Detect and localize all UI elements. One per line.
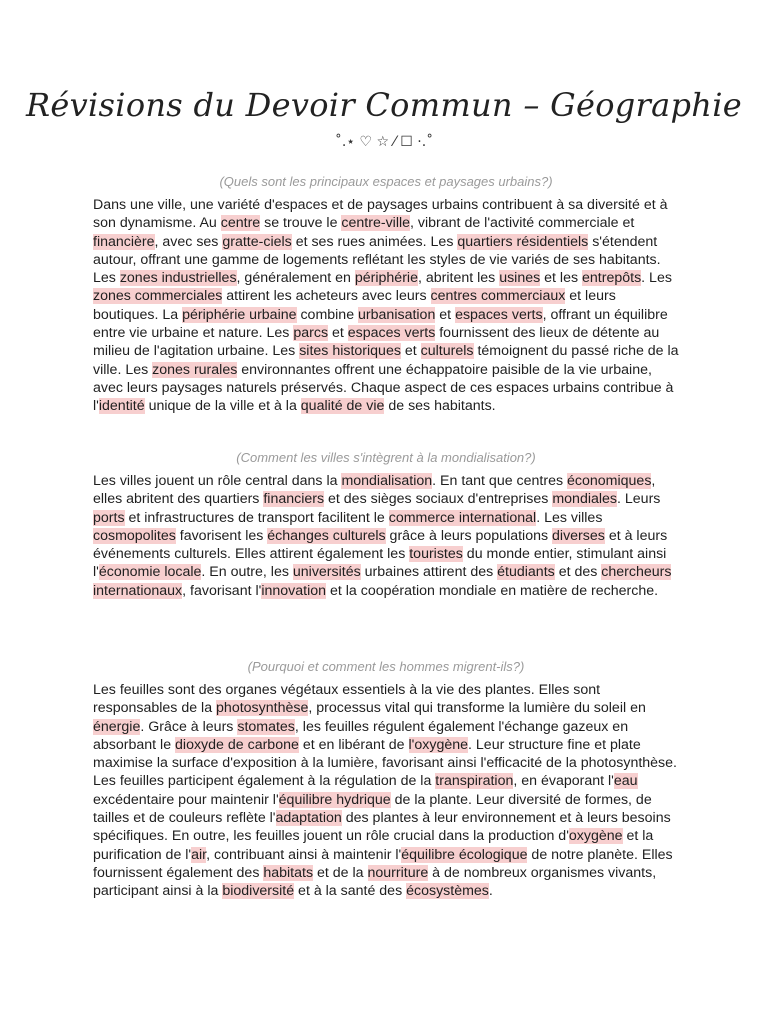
highlighted-keyword: échanges culturels [267,527,386,544]
highlighted-keyword: zones commerciales [93,288,223,305]
highlighted-keyword: diverses [552,527,605,544]
highlighted-keyword: innovation [261,582,327,599]
section-urban-spaces [93,174,679,416]
highlighted-keyword: économiques [567,473,652,489]
highlighted-keyword: centre-ville [341,215,411,232]
highlighted-keyword: usines [499,270,541,287]
highlighted-keyword: financiers [263,491,325,508]
highlighted-keyword: biodiversité [222,883,295,900]
highlighted-keyword: zones rurales [152,361,238,378]
highlighted-keyword: sites historiques [299,343,401,360]
highlighted-keyword: périphérie urbaine [182,306,297,323]
highlighted-keyword: économie locale [98,564,202,581]
highlighted-keyword: périphérie [354,270,418,287]
highlighted-keyword: cosmopolites [93,527,176,544]
highlighted-keyword: air [191,846,207,863]
highlighted-keyword: eau [613,773,638,790]
highlighted-keyword: commerce international [388,509,537,526]
highlighted-keyword: espaces verts [455,306,543,323]
section-question: (Pourquoi et comment les hommes migrent-ils?) [247,659,525,674]
section-migration [93,659,679,901]
highlighted-keyword: photosynthèse [216,700,309,717]
highlighted-keyword: mondiales [552,491,618,508]
highlighted-keyword: énergie [93,718,141,735]
highlighted-keyword: espaces verts [347,325,436,342]
page-title: Révisions du Devoir Commun – Géographie [26,86,742,124]
section-paragraph: Les villes jouent un rôle central dans la mondialisation. En tant que centres économiques, elles abritent des quartiers financiers et des sièges sociaux d'entreprises mondiales. Leurs ports et infrastructures de transport facilitent le commerce international. Les villes cosmopolites favorisent les échanges culturels grâce à leurs populations diverses et à leurs événements culturels. Elles attirent également les touristes du monde entier, stimulant ainsi l'économie locale. En outre, les universités urbaines attirent des étudiants et des chercheurs internationaux, favorisant l'innovation et la coopération mondiale en matière de recherche. [93,473,672,599]
highlighted-keyword: adaptation [275,810,342,827]
highlighted-keyword: gratte-ciels [222,233,292,250]
highlighted-keyword: touristes [409,546,463,563]
highlighted-keyword: dioxyde de carbone [175,736,299,753]
highlighted-keyword: identité [98,398,145,415]
highlighted-keyword: centres commerciaux [430,288,566,305]
highlighted-keyword: mondialisation [341,473,433,489]
highlighted-keyword: ports [93,509,125,526]
highlighted-keyword: stomates [237,718,295,735]
highlighted-keyword: oxygène [568,828,623,845]
section-paragraph: Dans une ville, une variété d'espaces et de paysages urbains contribuent à sa diversité et à son dynamisme. Au centre se trouve le centre-ville, vibrant de l'activité commerciale et financière, avec ses gratte-ciels et ses rues animées. Les quartiers résidentiels s'étendent autour, offrant une gamme de logements reflétant les styles de vie variés de ses habitants. Les zones industrielles, généralement en périphérie, abritent les usines et les entrepôts. Les zones commerciales attirent les acheteurs avec leurs centres commerciaux et leurs boutiques. La périphérie urbaine combine urbanisation et espaces verts, offrant un équilibre entre vie urbaine et nature. Les parcs et espaces verts fournissent des lieux de détente au milieu de l'agitation urbaine. Les sites historiques et culturels témoignent du passé riche de la ville. Les zones rurales environnantes offrent une échappatoire paisible de la vie urbaine, avec leurs paysages naturels préservés. Chaque aspect de ces espaces urbains contribue à l'identité unique de la ville et à la qualité de vie de ses habitants. [93,197,679,415]
section-question: (Quels sont les principaux espaces et paysages urbains?) [219,174,553,189]
highlighted-keyword: financière [93,233,155,250]
highlighted-keyword: nourriture [367,864,429,881]
highlighted-keyword: étudiants [497,564,555,581]
section-globalization [93,450,679,600]
section-question: (Comment les villes s'intègrent à la mondialisation?) [236,450,536,465]
highlighted-keyword: équilibre écologique [401,846,528,863]
highlighted-keyword: culturels [420,343,474,360]
highlighted-keyword: zones industrielles [119,270,237,287]
highlighted-keyword: urbanisation [358,306,436,323]
highlighted-keyword: universités [292,564,361,581]
highlighted-keyword: parcs [293,325,329,342]
highlighted-keyword: centre [220,215,261,232]
decorative-symbols: ˚.⋆ ♡ ☆ ⁄ ☐ ·.˚ [334,134,434,150]
highlighted-keyword: qualité de vie [300,398,385,415]
highlighted-keyword: l'oxygène [408,736,469,753]
section-paragraph: Les feuilles sont des organes végétaux essentiels à la vie des plantes. Elles sont responsables de la photosynthèse, processus vital qui transforme la lumière du soleil en énergie. Grâce à leurs stomates, les feuilles régulent également l'échange gazeux en absorbant le dioxyde de carbone et en libérant de l'oxygène. Leur structure fine et plate maximise la surface d'exposition à la lumière, favorisant ainsi l'efficacité de la photosynthèse. Les feuilles participent également à la régulation de la transpiration, en évaporant l'eau excédentaire pour maintenir l'équilibre hydrique de la plante. Leur diversité de formes, de tailles et de couleurs reflète l'adaptation des plantes à leur environnement et à leurs besoins spécifiques. En outre, les feuilles jouent un rôle crucial dans la production d'oxygène et la purification de l'air, contribuant ainsi à maintenir l'équilibre écologique de notre planète. Elles fournissent également des habitats et de la nourriture à de nombreux organismes vivants, participant ainsi à la biodiversité et à la santé des écosystèmes. [93,682,677,900]
highlighted-keyword: transpiration [435,773,514,790]
highlighted-keyword: équilibre hydrique [278,791,391,808]
highlighted-keyword: quartiers résidentiels [457,233,589,250]
highlighted-keyword: écosystèmes [406,883,489,900]
highlighted-keyword: chercheurs internationaux [93,564,672,599]
highlighted-keyword: entrepôts [582,270,642,287]
highlighted-keyword: habitats [263,864,314,881]
